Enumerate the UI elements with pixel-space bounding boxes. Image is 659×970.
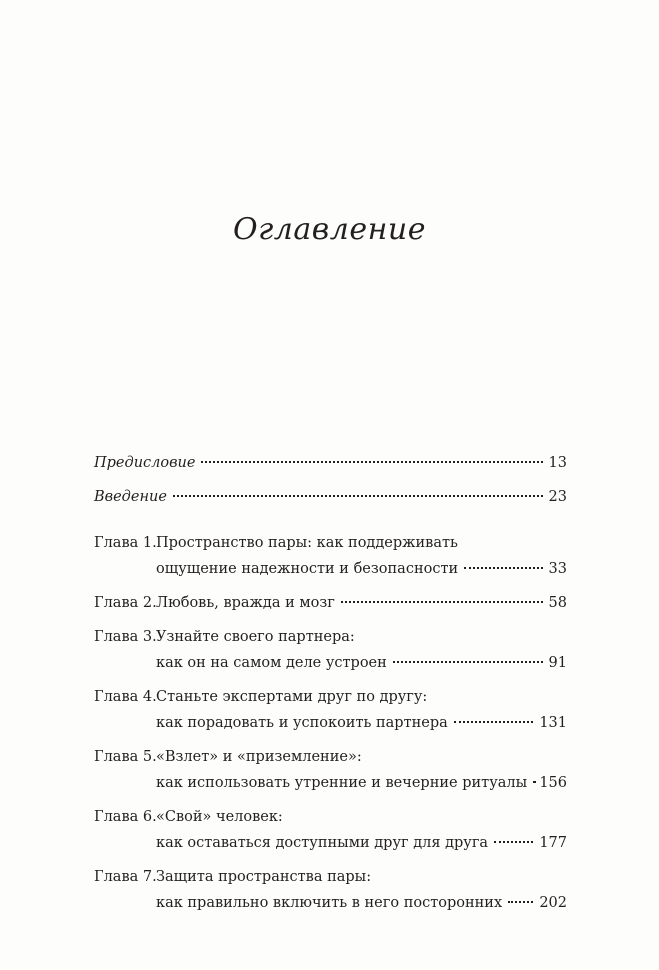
chapter-label: Глава 2. bbox=[94, 595, 157, 611]
chapter-label: Глава 5. bbox=[94, 749, 157, 765]
dot-leader bbox=[393, 661, 543, 663]
toc-entry-chapter-2[interactable] bbox=[94, 590, 567, 616]
chapter-label: Глава 7. bbox=[94, 869, 157, 885]
toc-page-number: 91 bbox=[548, 655, 567, 671]
dot-leader bbox=[454, 721, 534, 723]
toc-page-number: 13 bbox=[548, 455, 567, 471]
chapter-title: Узнайте своего партнера: bbox=[156, 629, 355, 645]
table-of-contents bbox=[94, 450, 567, 924]
toc-entry-title: Предисловие bbox=[94, 455, 196, 471]
chapter-title: Станьте экспертами друг по другу: bbox=[156, 689, 428, 705]
toc-page-number: 23 bbox=[548, 489, 567, 505]
toc-entry-title: Введение bbox=[94, 489, 167, 505]
chapter-label: Глава 3. bbox=[94, 629, 157, 645]
toc-entry-chapter-3[interactable] bbox=[94, 624, 567, 676]
dot-leader bbox=[201, 461, 542, 463]
toc-entry-chapter-5[interactable] bbox=[94, 744, 567, 796]
chapter-title: Защита пространства пары: bbox=[156, 869, 372, 885]
toc-entry-chapter-7[interactable] bbox=[94, 864, 567, 916]
chapter-title: «Взлет» и «приземление»: bbox=[156, 749, 362, 765]
chapter-subtitle: ощущение надежности и безопасности bbox=[156, 561, 459, 577]
dot-leader bbox=[494, 841, 533, 843]
toc-page-number: 58 bbox=[548, 595, 567, 611]
chapter-title: Пространство пары: как поддерживать bbox=[156, 535, 458, 551]
chapter-subtitle: как правильно включить в него посторонних bbox=[156, 895, 503, 911]
dot-leader bbox=[341, 601, 543, 603]
dot-leader bbox=[508, 901, 533, 903]
page-title: Оглавление bbox=[233, 212, 426, 247]
chapter-title: «Свой» человек: bbox=[156, 809, 283, 825]
dot-leader bbox=[173, 495, 543, 497]
chapter-label: Глава 4. bbox=[94, 689, 157, 705]
toc-entry-chapter-1[interactable] bbox=[94, 530, 567, 582]
toc-page-number: 202 bbox=[539, 895, 567, 911]
toc-page-number: 131 bbox=[539, 715, 567, 731]
toc-page-number: 156 bbox=[539, 775, 567, 791]
toc-page-number: 33 bbox=[548, 561, 567, 577]
chapter-subtitle: как использовать утренние и вечерние ритуалы bbox=[156, 775, 528, 791]
toc-page-number: 177 bbox=[539, 835, 567, 851]
toc-entry-introduction[interactable] bbox=[94, 484, 567, 510]
toc-entry-chapter-6[interactable] bbox=[94, 804, 567, 856]
chapter-subtitle: как оставаться доступными друг для друга bbox=[156, 835, 489, 851]
chapter-subtitle: как он на самом деле устроен bbox=[156, 655, 387, 671]
chapter-label: Глава 6. bbox=[94, 809, 157, 825]
toc-entry-preface[interactable] bbox=[94, 450, 567, 476]
dot-leader bbox=[464, 567, 542, 569]
chapter-title: Любовь, вражда и мозг bbox=[156, 595, 335, 611]
chapter-subtitle: как порадовать и успокоить партнера bbox=[156, 715, 448, 731]
chapter-label: Глава 1. bbox=[94, 535, 157, 551]
toc-entry-chapter-4[interactable] bbox=[94, 684, 567, 736]
